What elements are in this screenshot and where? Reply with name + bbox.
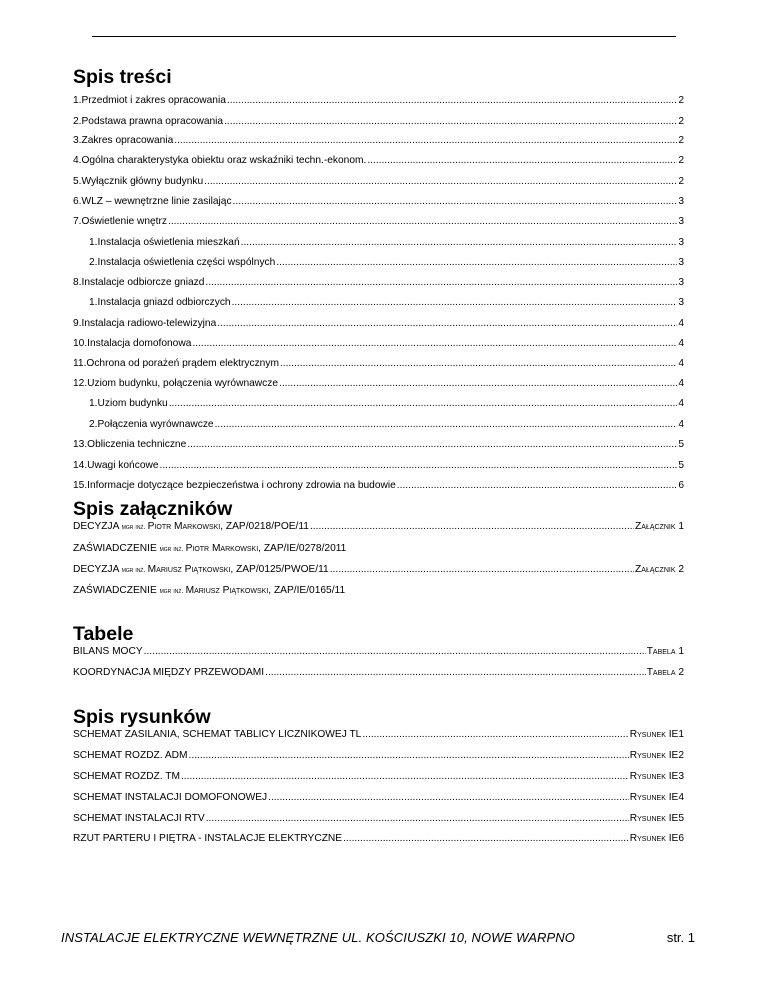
toc-entry[interactable]: 7.Oświetlenie wnętrz ..... 3 [73,215,684,228]
toc-entry[interactable]: 5.Wyłącznik główny budynku ..... 2 [73,175,684,188]
attachments-heading: Spis załączników [73,498,233,520]
toc-subentry[interactable]: 1.Instalacja oświetlenia mieszkań ..... 3 [89,236,684,249]
toc-entry[interactable]: 8.Instalacje odbiorcze gniazd ..... 3 [73,276,684,289]
toc-entry[interactable]: 2.Podstawa prawna opracowania ..... 2 [73,115,684,128]
toc-entry[interactable]: 15.Informacje dotyczące bezpieczeństwa i ochrony zdrowia na budowie ..... 6 [73,479,684,492]
footer-page-number: str. 1 [666,930,695,945]
toc-entry[interactable]: 11.Ochrona od porażeń prądem elektrycznym ..... 4 [73,357,684,370]
figure-entry[interactable]: SCHEMAT ROZDZ. TM ..... Rysunek IE3 [73,770,684,783]
toc-subentry[interactable]: 1.Uziom budynku ..... 4 [89,397,684,410]
figure-entry[interactable]: SCHEMAT INSTALACJI DOMOFONOWEJ ..... Rysunek IE4 [73,791,684,804]
figure-entry[interactable]: SCHEMAT ROZDZ. ADM ..... Rysunek IE2 [73,749,684,762]
figure-entry[interactable]: SCHEMAT ZASILANIA, SCHEMAT TABLICY LICZNIKOWEJ TL ..... Rysunek IE1 [73,728,684,741]
toc-entry[interactable]: 14.Uwagi końcowe ..... 5 [73,459,684,472]
figure-entry[interactable]: RZUT PARTERU I PIĘTRA - INSTALACJE ELEKTRYCZNE ..... Rysunek IE6 [73,832,684,845]
attachment-entry[interactable]: DECYZJA mgr inż. Mariusz Piątkowski, ZAP/0125/PWOE/11 ..... Załącznik 2 [73,563,684,576]
toc-subentry[interactable]: 1.Instalacja gniazd odbiorczych ..... 3 [89,296,684,309]
toc-subentry[interactable]: 2.Instalacja oświetlenia części wspólnych ..... 3 [89,256,684,269]
toc-entry[interactable]: 6.WLZ – wewnętrzne linie zasilając ..... 3 [73,195,684,208]
attachment-entry[interactable]: DECYZJA mgr inż. Piotr Markowski, ZAP/0218/POE/11 ..... Załącznik 1 [73,520,684,533]
attachment-entry[interactable]: ZAŚWIADCZENIE mgr inż. Piotr Markowski, ZAP/IE/0278/2011 [73,543,347,554]
toc-heading: Spis treści [73,66,172,88]
toc-entry[interactable]: 3.Zakres opracowania ..... 2 [73,134,684,147]
tables-heading: Tabele [73,623,134,645]
table-entry[interactable]: BILANS MOCY ..... Tabela 1 [73,645,684,658]
toc-subentry[interactable]: 2.Połączenia wyrównawcze ..... 4 [89,418,684,431]
attachment-entry[interactable]: ZAŚWIADCZENIE mgr inż. Mariusz Piątkowski, ZAP/IE/0165/11 [73,585,346,596]
toc-entry[interactable]: 13.Obliczenia techniczne ..... 5 [73,438,684,451]
toc-entry[interactable]: 9.Instalacja radiowo-telewizyjna ..... 4 [73,317,684,330]
figures-heading: Spis rysunków [73,706,211,728]
toc-entry[interactable]: 10.Instalacja domofonowa ..... 4 [73,337,684,350]
header-rule [92,36,676,37]
toc-entry[interactable]: 12.Uziom budynku, połączenia wyrównawcze ..... 4 [73,377,684,390]
footer-document-title: INSTALACJE ELEKTRYCZNE WEWNĘTRZNE UL. KOŚCIUSZKI 10, NOWE WARPNO [61,930,575,945]
toc-entry[interactable]: 4.Ogólna charakterystyka obiektu oraz wskaźniki techn.-ekonom. ..... 2 [73,154,684,167]
figure-entry[interactable]: SCHEMAT INSTALACJI RTV ..... Rysunek IE5 [73,812,684,825]
table-entry[interactable]: KOORDYNACJA MIĘDZY PRZEWODAMI ..... Tabela 2 [73,666,684,679]
toc-entry[interactable]: 1.Przedmiot i zakres opracowania ..... 2 [73,94,684,107]
